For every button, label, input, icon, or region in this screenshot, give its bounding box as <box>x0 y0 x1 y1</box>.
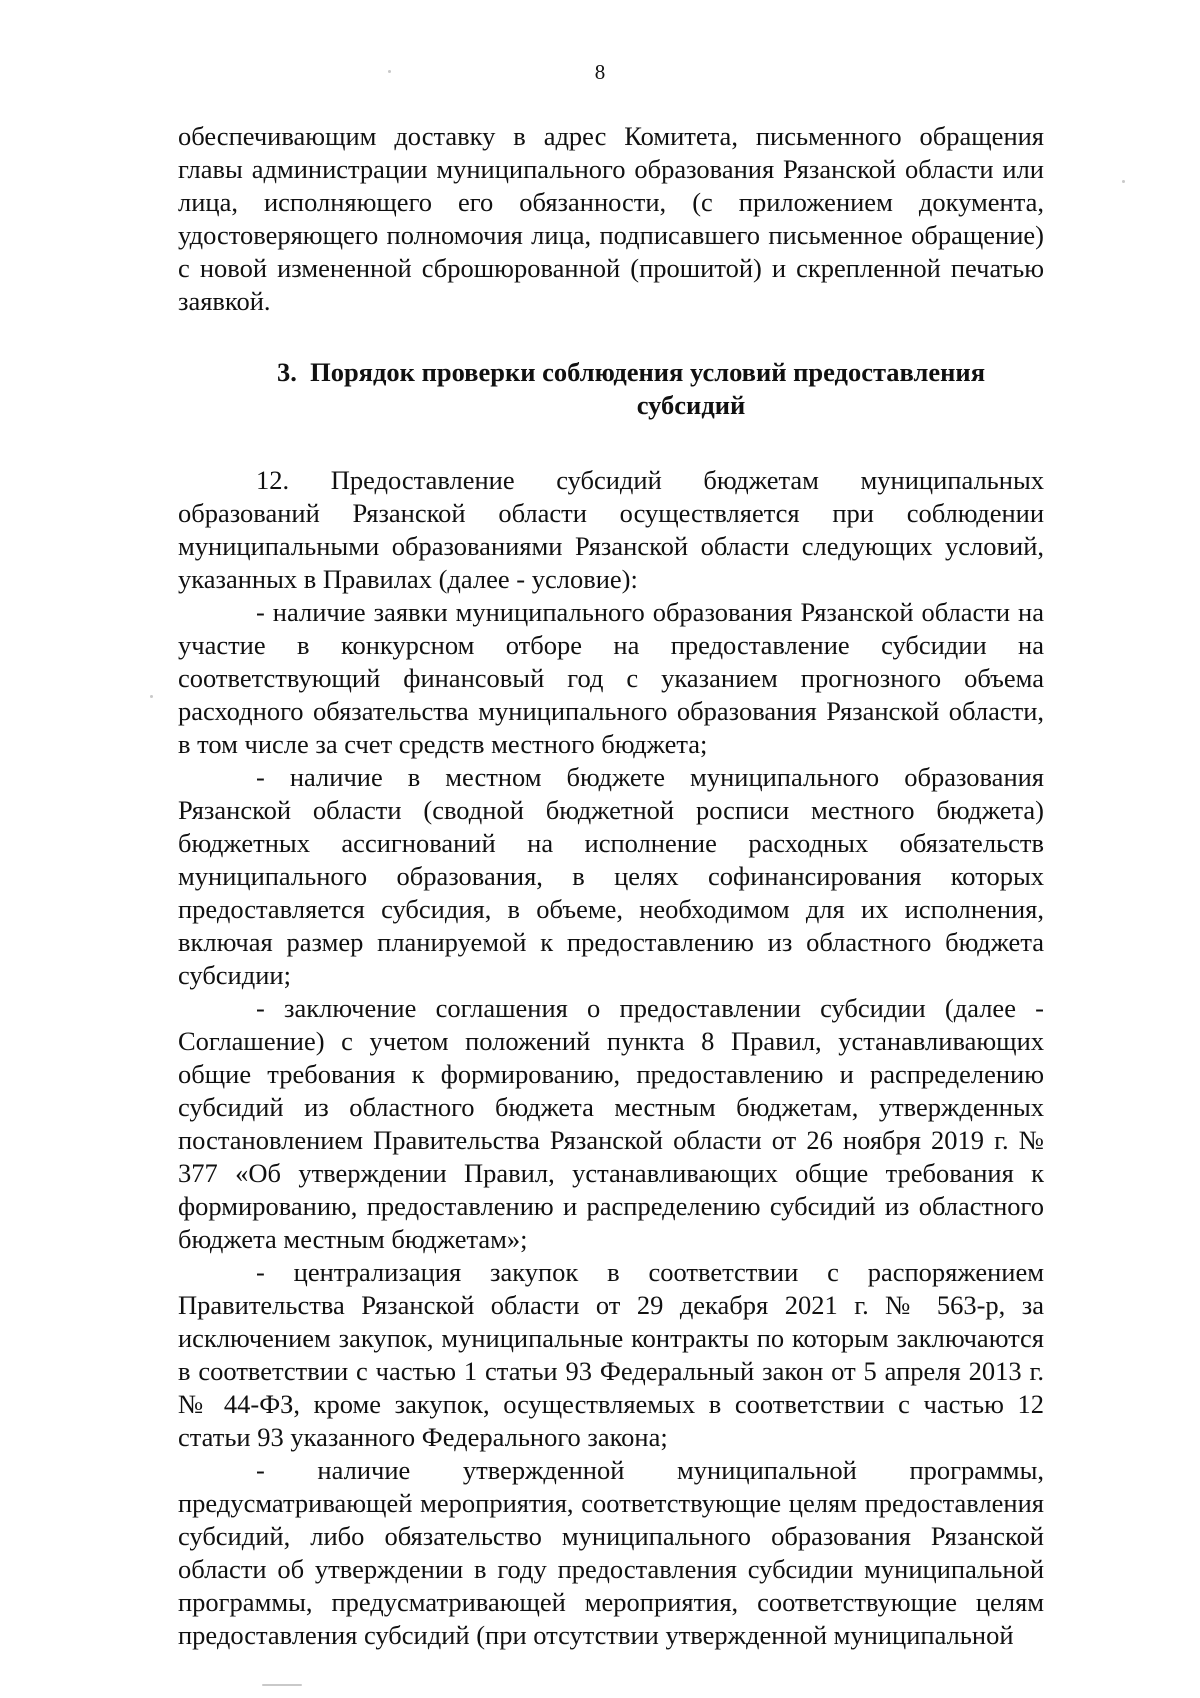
section-heading <box>178 356 1044 422</box>
scan-speck <box>1122 180 1125 183</box>
scan-speck <box>150 695 153 698</box>
section-title-line-2: субсидий <box>636 390 746 420</box>
condition-application: - наличие заявки муниципального образования Рязанской области на участие в конкурсном отборе на предоставление субсидии на соответствующий финансовый год с указанием прогнозного объема расходного обязательства муниципального образования Рязанской области, в том числе за счет средств местного бюджета; <box>178 597 1044 759</box>
condition-procurement-centralization: - централизация закупок в соответствии с распоряжением Правительства Рязанской области от 29 декабря 2021 г. № 563-р, за исключением закупок, муниципальные контракты по которым заключаются в соответствии с частью 1 статьи 93 Федеральный закон от 5 апреля 2013 г. № 44-ФЗ, кроме закупок, осуществляемых в соответствии с частью 12 статьи 93 указанного Федерального закона; <box>178 1257 1044 1452</box>
intro-paragraph: обеспечивающим доставку в адрес Комитета, письменного обращения главы администрации муниципального образования Рязанской области или лица, исполняющего его обязанности, (с приложением документа, удостоверяющего полномочия лица, подписавшего письменное обращение) с новой измененной сброшюрованной (прошитой) и скрепленной печатью заявкой. <box>178 121 1044 316</box>
section-title-line-1 <box>178 356 1044 389</box>
document-body <box>178 120 1044 1652</box>
scan-speck <box>388 70 391 73</box>
section-number: 3. <box>276 357 297 387</box>
scan-speck <box>262 1684 302 1686</box>
paragraph-12: 12. Предоставление субсидий бюджетам муниципальных образований Рязанской области осуществляется при соблюдении муниципальными образованиями Рязанской области следующих условий, указанных в Правилах (далее - условие): <box>178 465 1044 594</box>
page-number: 8 <box>594 60 606 84</box>
condition-budget-allocations: - наличие в местном бюджете муниципального образования Рязанской области (сводной бюджетной росписи местного бюджета) бюджетных ассигнований на исполнение расходных обязательств муниципального образования, в целях софинансирования которых предоставляется субсидия, в объеме, необходимом для их исполнения, включая размер планируемой к предоставлению из областного бюджета субсидии; <box>178 762 1044 990</box>
condition-municipal-program: - наличие утвержденной муниципальной программы, предусматривающей мероприятия, соответствующие целям предоставления субсидий, либо обязательство муниципального образования Рязанской области об утверждении в году предоставления субсидии муниципальной программы, предусматривающей мероприятия, соответствующие целям предоставления субсидий (при отсутствии утвержденной муниципальной <box>178 1455 1044 1650</box>
condition-agreement: - заключение соглашения о предоставлении субсидии (далее - Соглашение) с учетом положений пункта 8 Правил, устанавливающих общие требования к формированию, предоставлению и распределению субсидий из областного бюджета местным бюджетам, утвержденных постановлением Правительства Рязанской области от 26 ноября 2019 г. № 377 «Об утверждении Правил, устанавливающих общие требования к формированию, предоставлению и распределению субсидий из областного бюджета местным бюджетам»; <box>178 993 1044 1254</box>
section-title-text: Порядок проверки соблюдения условий предоставления <box>310 357 986 387</box>
